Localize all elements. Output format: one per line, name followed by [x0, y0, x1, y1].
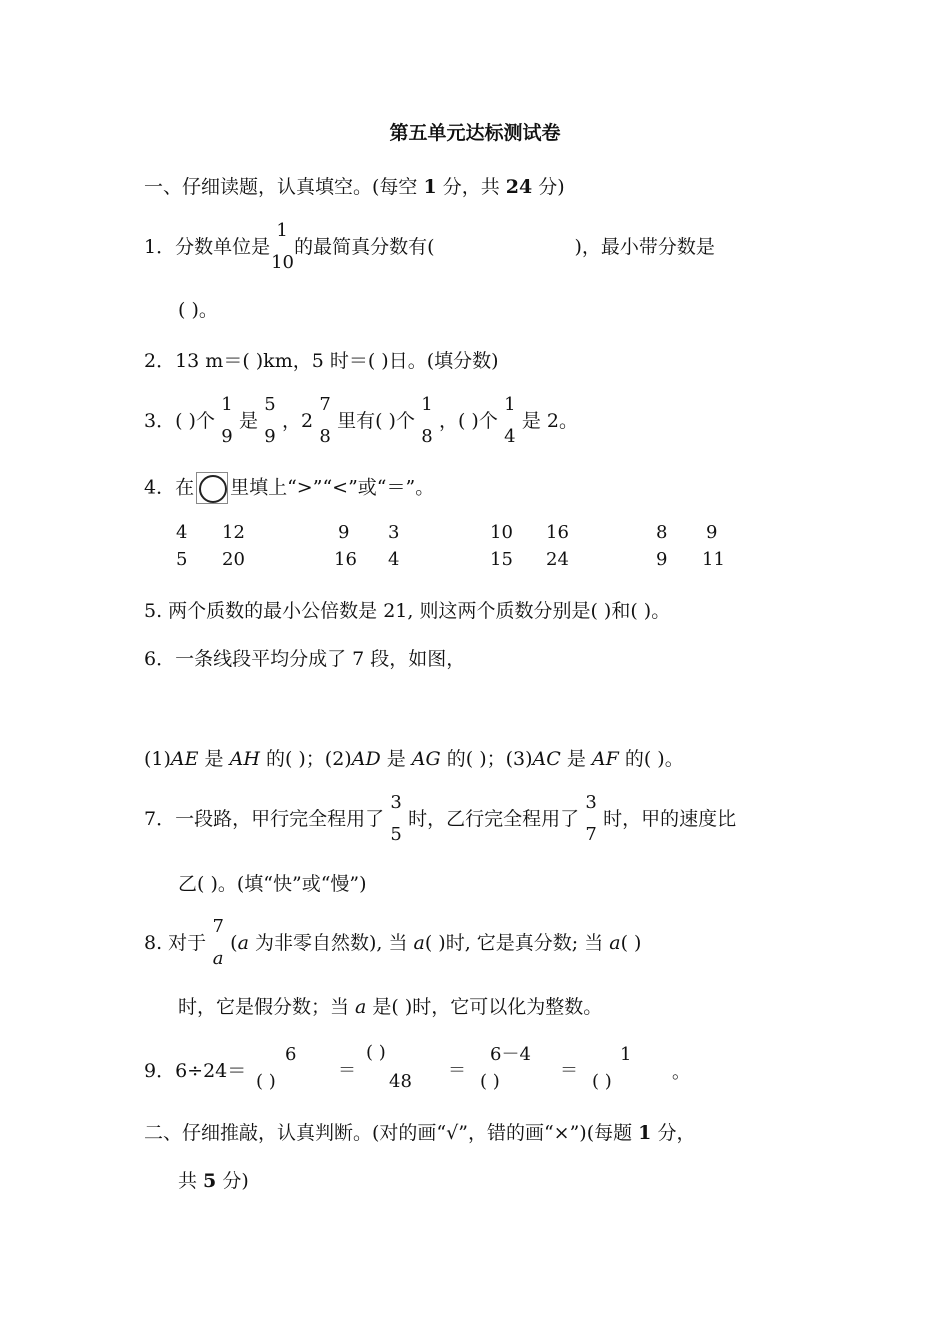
compare-1-left-den: 5 — [176, 549, 188, 570]
equals-sign: ＝ — [338, 1060, 356, 1081]
question-1-line-1: 1．分数单位是 1 10 的最简真分数有( )，最小带分数是 — [144, 220, 715, 273]
fraction: 1 10 — [271, 220, 294, 273]
compare-4-right-den: 11 — [702, 549, 725, 570]
question-3: 3．( )个 1 9 是 5 9 ，2 7 8 里有( )个 1 8 ，( )个 1 4 是 2。 — [144, 394, 578, 447]
question-7-line-2: 乙( )。(填“快”或“慢”) — [178, 873, 367, 895]
question-1-line-2: ( )。 — [178, 299, 218, 321]
question-8-line-2: 时，它是假分数；当 a 是( )时，它可以化为整数。 — [178, 996, 603, 1018]
question-6-line-1: 6．一条线段平均分成了 7 段，如图， — [144, 648, 466, 670]
compare-1-right-den: 20 — [222, 549, 245, 570]
compare-4-left-num: 8 — [656, 522, 668, 543]
q9-fraction-1-num: 6 — [285, 1044, 297, 1065]
q9-fraction-1-den: ( ) — [256, 1071, 276, 1092]
section-2-heading-line-1: 二、仔细推敲，认真判断。(对的画“√”，错的画“×”)(每题 1 分， — [144, 1122, 696, 1144]
compare-3-left-num: 10 — [490, 522, 513, 543]
compare-3-right-num: 16 — [546, 522, 569, 543]
question-2: 2．13 m＝( )km，5 时＝( )日。(填分数) — [144, 350, 499, 372]
equals-sign: ＝ — [560, 1060, 578, 1081]
question-6-line-2: (1)AE 是 AH 的( )；(2)AD 是 AG 的( )；(3)AC 是 AF 的( )。 — [144, 748, 684, 770]
q9-fraction-3-num: 6－4 — [490, 1044, 531, 1065]
compare-1-left-num: 4 — [176, 522, 188, 543]
compare-2-right-den: 4 — [388, 549, 400, 570]
q9-fraction-2-num: ( ) — [366, 1042, 386, 1063]
compare-2-left-num: 9 — [338, 522, 350, 543]
question-9-lead: 9．6÷24＝ — [144, 1060, 247, 1082]
question-8-line-1: 8. 对于 7 a (a 为非零自然数), 当 a( )时, 它是真分数; 当 a( ) — [144, 916, 642, 969]
page-title: 第五单元达标测试卷 — [389, 122, 561, 144]
compare-4-right-num: 9 — [706, 522, 718, 543]
compare-4-left-den: 9 — [656, 549, 668, 570]
q9-period: 。 — [672, 1062, 690, 1083]
section-2-heading-line-2: 共 5 分) — [178, 1170, 249, 1192]
question-4: 4．在 里填上“>”“<”或“＝”。 — [144, 472, 434, 504]
question-5: 5. 两个质数的最小公倍数是 21, 则这两个质数分别是( )和( )。 — [144, 600, 671, 622]
circle-blank-icon — [196, 472, 228, 504]
q9-fraction-2-den: 48 — [389, 1071, 412, 1092]
q9-fraction-4-num: 1 — [620, 1044, 632, 1065]
q9-fraction-4-den: ( ) — [592, 1071, 612, 1092]
section-1-heading: 一、仔细读题，认真填空。(每空 1 分，共 24 分) — [144, 176, 565, 198]
compare-3-left-den: 15 — [490, 549, 513, 570]
question-7-line-1: 7．一段路，甲行完全程用了 3 5 时，乙行完全程用了 3 7 时，甲的速度比 — [144, 792, 737, 845]
equals-sign: ＝ — [448, 1060, 466, 1081]
compare-2-left-den: 16 — [334, 549, 357, 570]
compare-1-right-num: 12 — [222, 522, 245, 543]
q9-fraction-3-den: ( ) — [480, 1071, 500, 1092]
compare-2-right-num: 3 — [388, 522, 400, 543]
compare-3-right-den: 24 — [546, 549, 569, 570]
